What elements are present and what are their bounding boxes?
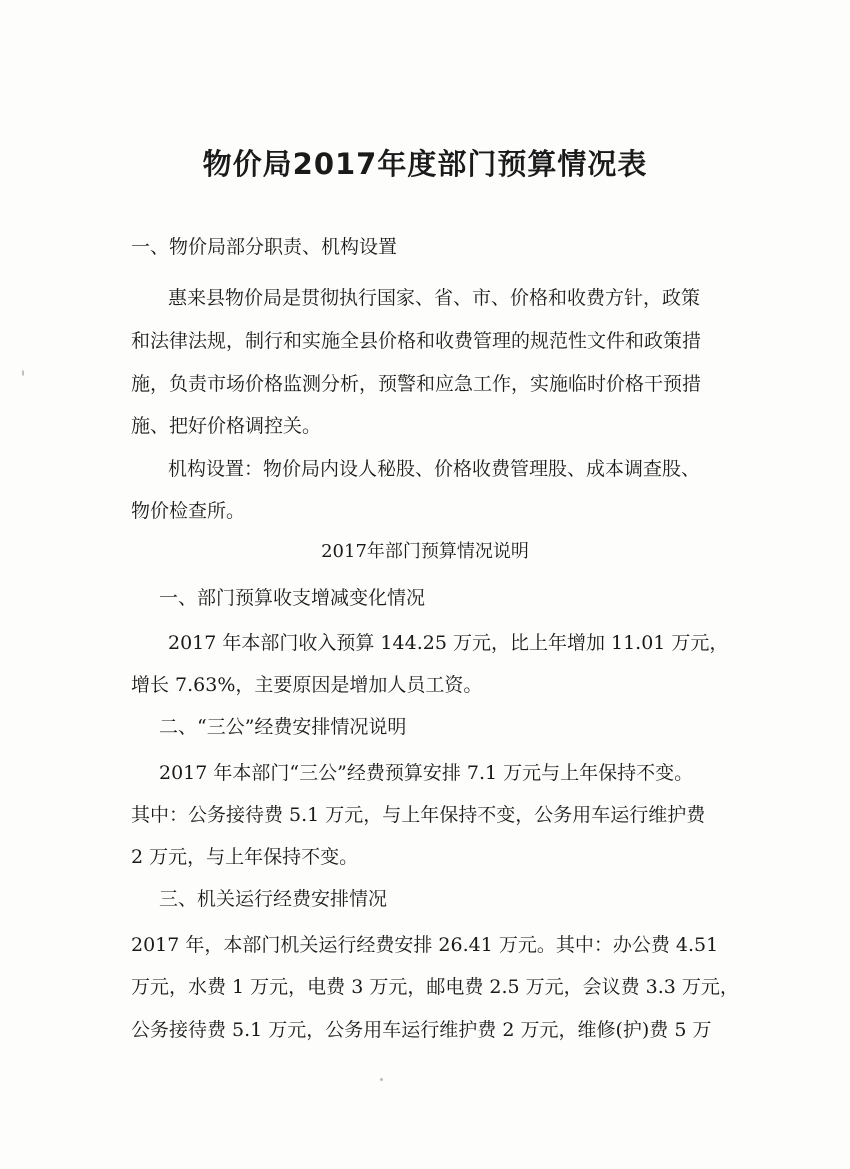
scan-speck [380, 1078, 383, 1081]
paragraph-line: 惠来县物价局是贯彻执行国家、省、市、价格和收费方针，政策 [168, 287, 701, 309]
paragraph-line: 和法律法规，制行和实施全县价格和收费管理的规范性文件和政策措 [131, 330, 702, 352]
paragraph-line: 2 万元，与上年保持不变。 [131, 846, 359, 868]
paragraph-line: 施，负责市场价格监测分析，预警和应急工作，实施临时价格干预措 [131, 373, 702, 395]
paragraph-line: 2017 年本部门“三公”经费预算安排 7.1 万元与上年保持不变。 [159, 762, 694, 784]
paragraph-line: 其中：公务接待费 5.1 万元，与上年保持不变，公务用车运行维护费 [131, 804, 706, 826]
paragraph-line: 万元，水费 1 万元，电费 3 万元，邮电费 2.5 万元，会议费 3.3 万元， [131, 976, 739, 998]
subsection-heading-budget: 一、部门预算收支增减变化情况 [159, 587, 426, 609]
paragraph-line: 机构设置：物价局内设人秘股、价格收费管理股、成本调查股、 [168, 458, 701, 480]
paragraph-line: 增长 7.63%，主要原因是增加人员工资。 [131, 674, 483, 696]
section-heading-duties: 一、物价局部分职责、机构设置 [131, 236, 398, 258]
paragraph-line: 公务接待费 5.1 万元，公务用车运行维护费 2 万元，维修(护)费 5 万 [131, 1019, 712, 1041]
subsection-heading-three-public: 二、“三公”经费安排情况说明 [159, 716, 407, 738]
explanation-heading: 2017年部门预算情况说明 [321, 541, 529, 562]
scan-speck [22, 370, 24, 376]
paragraph-line: 施、把好价格调控关。 [131, 415, 322, 437]
page-title: 物价局2017年度部门预算情况表 [202, 147, 648, 181]
subsection-heading-operating: 三、机关运行经费安排情况 [159, 888, 388, 910]
paragraph-line: 2017 年，本部门机关运行经费安排 26.41 万元。其中：办公费 4.51 [131, 934, 719, 956]
paragraph-line: 物价检查所。 [131, 500, 246, 522]
paragraph-line: 2017 年本部门收入预算 144.25 万元，比上年增加 11.01 万元， [168, 632, 729, 654]
